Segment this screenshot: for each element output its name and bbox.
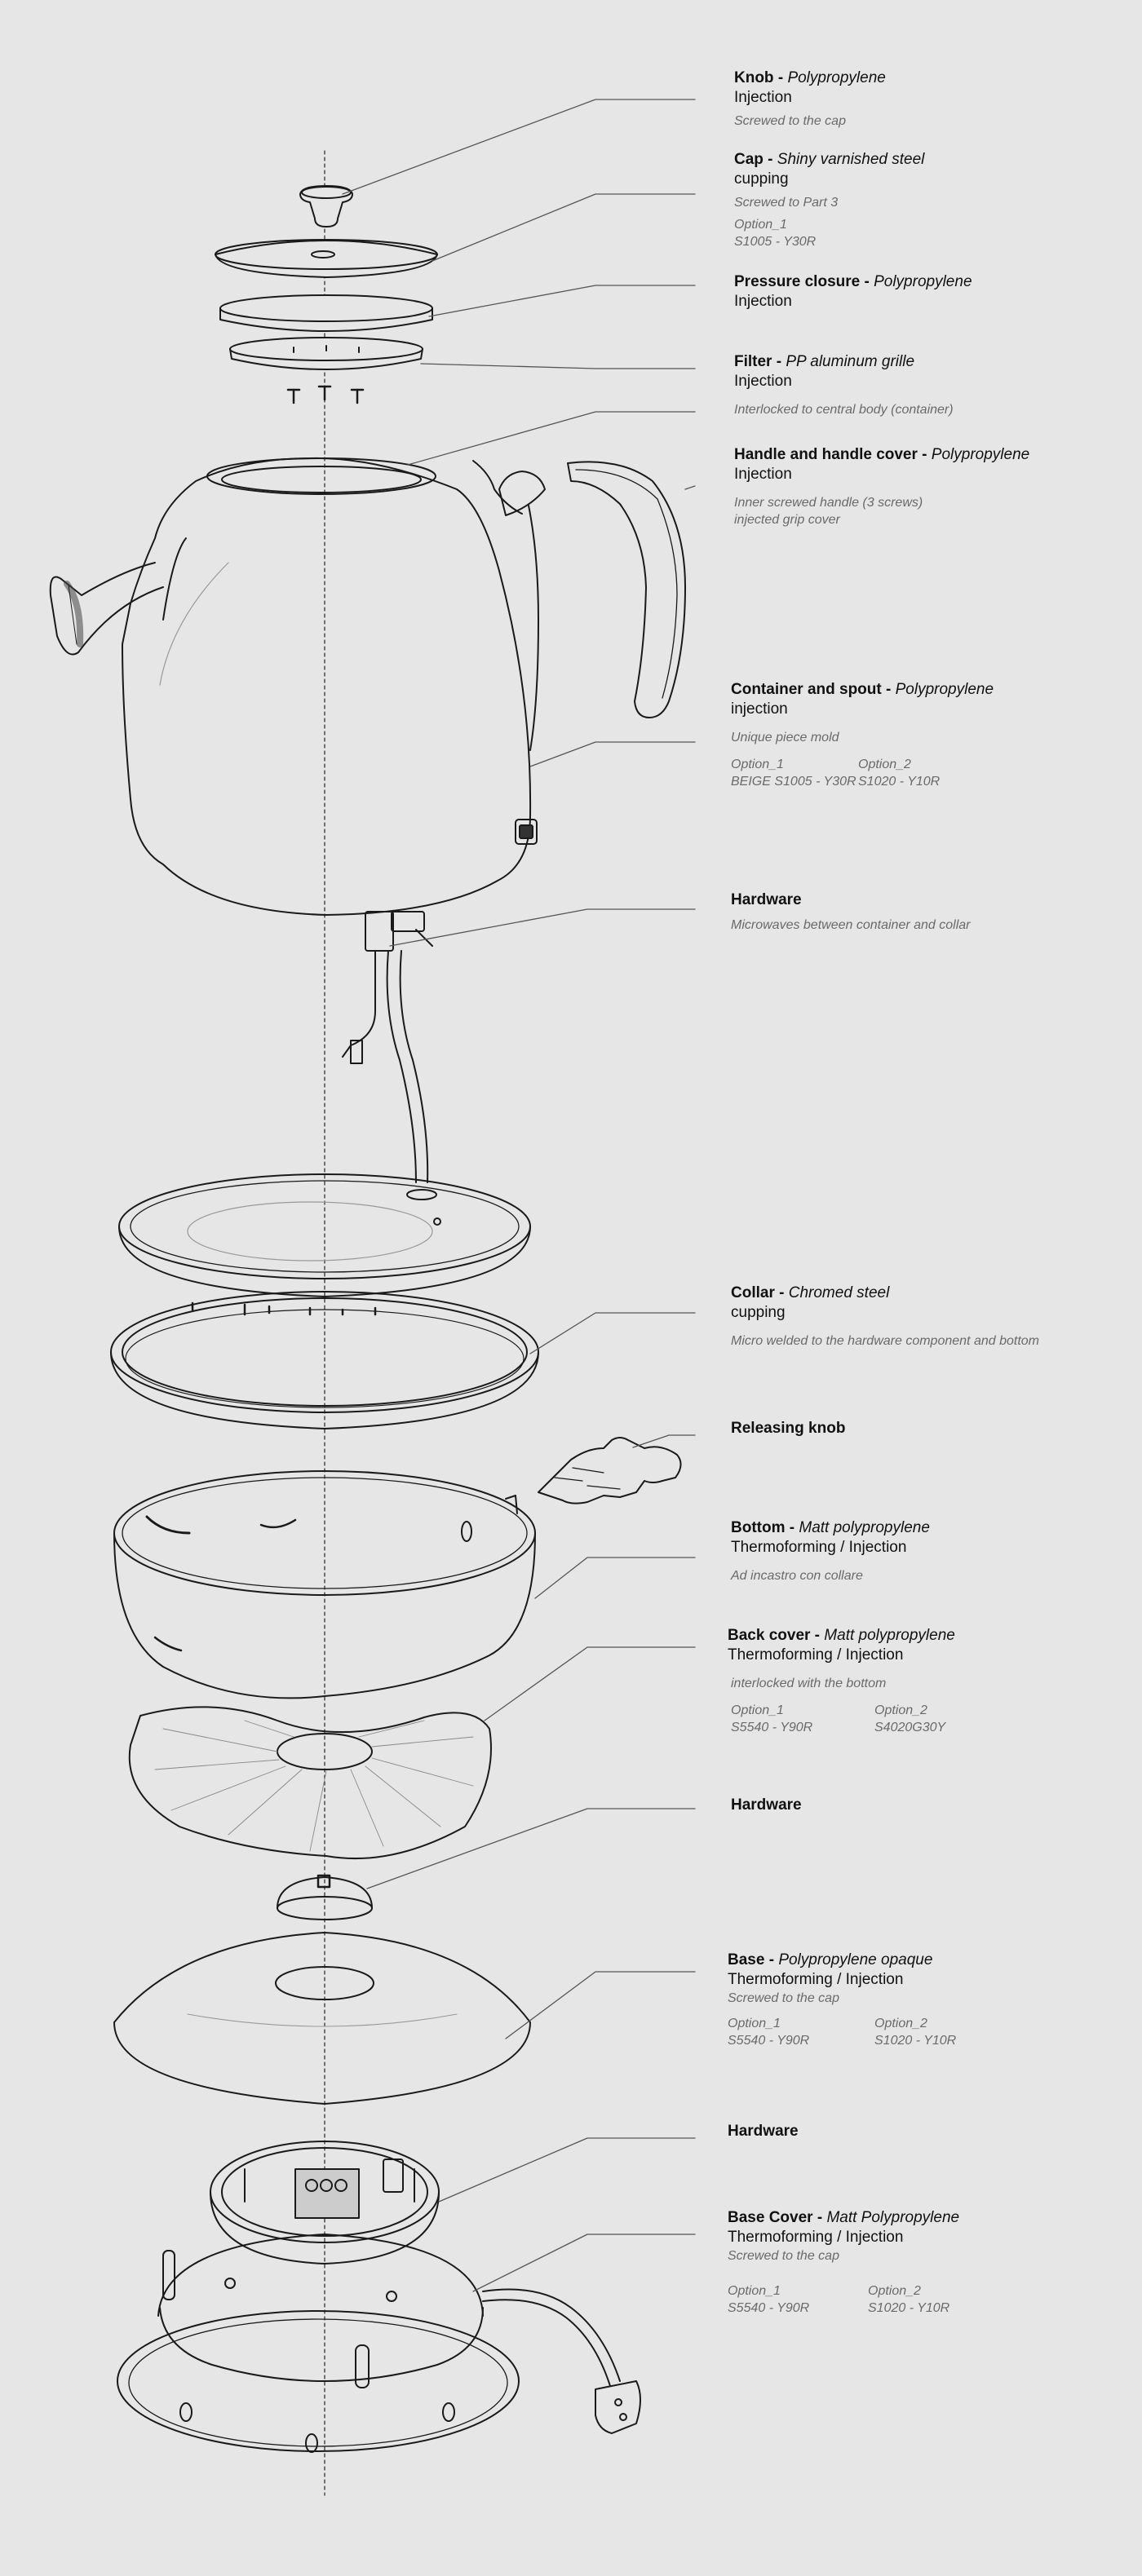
callout-pressure-closure-process: Injection	[734, 293, 792, 310]
callout-bottom: Bottom - Matt polypropylene Thermoforming / Injection Ad incastro con collare	[731, 1518, 1142, 1584]
releasing-knob-part	[538, 1438, 681, 1504]
back-cover-part	[130, 1707, 491, 1858]
knob-part	[300, 186, 352, 227]
callout-container-process: injection	[731, 700, 788, 718]
pressure-closure-part	[220, 295, 432, 331]
callout-hardware-1	[731, 890, 1142, 934]
callout-handle-note-2: injected grip cover	[734, 513, 840, 527]
callout-bottom-note: Ad incastro con collare	[731, 1569, 863, 1583]
callout-base-option-2	[874, 2015, 956, 2049]
callout-collar-note: Micro welded to the hardware component and bottom	[731, 1334, 1039, 1348]
hardware-1-part	[343, 912, 436, 1200]
base-part	[114, 1933, 530, 2104]
callout-back-cover-option-1-value: S5540 - Y90R	[731, 1721, 813, 1734]
callout-hardware-2	[731, 1796, 1142, 1815]
callout-cap-title: Cap	[734, 151, 764, 168]
callout-hardware-2-title: Hardware	[731, 1796, 802, 1814]
callout-hardware-1-note: Microwaves between container and collar	[731, 918, 971, 932]
callout-bottom-process: Thermoforming / Injection	[731, 1539, 907, 1556]
callout-filter: Filter - PP aluminum grille Injection Interlocked to central body (container)	[734, 352, 1142, 418]
callout-base-cover-title: Base Cover	[728, 2209, 813, 2226]
callout-handle-note-1: Inner screwed handle (3 screws)	[734, 496, 923, 510]
callout-container-option-1-value: BEIGE S1005 - Y30R	[731, 775, 856, 789]
callout-base: Base - Polypropylene opaque Thermoforming / Injection Screwed to the cap Option_1 S5540 - Y90R Option_2 S1020 - Y10R	[728, 1951, 1142, 2051]
callout-base-note: Screwed to the cap	[728, 1991, 839, 2005]
callout-container-material: Polypropylene	[895, 681, 994, 698]
callout-collar: Collar - Chromed steel cupping Micro welded to the hardware component and bottom	[731, 1284, 1142, 1350]
callout-base-cover-option-1	[728, 2282, 809, 2317]
callout-collar-title: Collar	[731, 1284, 775, 1301]
leader-lines	[343, 99, 695, 2291]
callout-back-cover-option-2-value: S4020G30Y	[874, 1721, 946, 1734]
callout-filter-material: PP aluminum grille	[786, 353, 915, 370]
callout-releasing-knob-title: Releasing knob	[731, 1420, 846, 1437]
callout-container-note: Unique piece mold	[731, 731, 839, 745]
callout-base-option-1-value: S5540 - Y90R	[728, 2034, 810, 2048]
callout-cap-material: Shiny varnished steel	[777, 151, 925, 168]
callout-container-option-2-value: S1020 - Y10R	[858, 775, 941, 789]
callout-back-cover-title: Back cover	[728, 1627, 811, 1644]
callout-back-cover-option-1	[731, 1702, 812, 1736]
callout-filter-note: Interlocked to central body (container)	[734, 403, 954, 417]
callout-filter-process: Injection	[734, 373, 792, 390]
callout-hardware-3-title: Hardware	[728, 2123, 799, 2140]
callout-hardware-1-title: Hardware	[731, 891, 802, 908]
callout-back-cover-option-2-label: Option_2	[874, 1703, 927, 1717]
callout-collar-process: cupping	[731, 1304, 786, 1321]
callout-container-option-2	[858, 756, 940, 790]
callout-bottom-material: Matt polypropylene	[799, 1519, 930, 1536]
callout-cap-process: cupping	[734, 170, 789, 188]
callout-filter-title: Filter	[734, 353, 772, 370]
callout-knob: Knob - Polypropylene Injection Screwed to the cap	[734, 68, 1142, 130]
callout-knob-title: Knob	[734, 69, 774, 86]
callout-container-option-1-label: Option_1	[731, 758, 784, 771]
callout-container-option-1	[731, 756, 856, 790]
callout-base-option-2-value: S1020 - Y10R	[874, 2034, 957, 2048]
callout-back-cover-material: Matt polypropylene	[824, 1627, 955, 1644]
callout-back-cover: Back cover - Matt polypropylene Thermoforming / Injection interlocked with the bottom Option_1 S5540 - Y90R Option_2 S4020G30Y	[728, 1626, 1142, 1738]
callout-base-material: Polypropylene opaque	[778, 1951, 933, 1968]
callout-base-process: Thermoforming / Injection	[728, 1971, 904, 1988]
callout-base-option-1-label: Option_1	[728, 2017, 781, 2030]
callout-base-option-2-label: Option_2	[874, 2017, 927, 2030]
callout-handle-title: Handle and handle cover	[734, 446, 918, 463]
cap-part	[215, 240, 437, 277]
callout-back-cover-process: Thermoforming / Injection	[728, 1646, 904, 1664]
callout-base-cover-option-1-label: Option_1	[728, 2284, 781, 2298]
callout-container: Container and spout - Polypropylene injection Unique piece mold Option_1 BEIGE S1005 - Y30R Option_2 S1020 - Y10R	[731, 680, 1142, 792]
callout-back-cover-option-2	[874, 1702, 945, 1736]
callout-handle-process: Injection	[734, 466, 792, 483]
callout-back-cover-option-1-label: Option_1	[731, 1703, 784, 1717]
base-cover-part	[117, 2234, 640, 2452]
callout-back-cover-note: interlocked with the bottom	[731, 1677, 887, 1690]
callout-knob-process: Injection	[734, 89, 792, 106]
callout-base-title: Base	[728, 1951, 765, 1968]
callout-hardware-3	[728, 2122, 1142, 2141]
callout-cap: Cap - Shiny varnished steel cupping Screwed to Part 3 Option_1 S1005 - Y30R	[734, 150, 1142, 250]
callout-base-option-1	[728, 2015, 809, 2049]
callout-pressure-closure: Pressure closure - Polypropylene Injection	[734, 272, 1142, 312]
callout-base-cover-option-2-label: Option_2	[868, 2284, 921, 2298]
callout-cap-note: Screwed to Part 3	[734, 196, 839, 210]
callout-base-cover-note: Screwed to the cap	[728, 2249, 839, 2263]
callout-handle-material: Polypropylene	[931, 446, 1030, 463]
callout-cap-option-1-value: S1005 - Y30R	[734, 235, 817, 249]
callout-base-cover: Base Cover - Matt Polypropylene Thermoforming / Injection Screwed to the cap Option_1 S5540 - Y90R Option_2 S1020 - Y10R	[728, 2208, 1142, 2318]
callout-base-cover-option-2-value: S1020 - Y10R	[868, 2301, 950, 2315]
callout-pressure-closure-title: Pressure closure	[734, 273, 861, 290]
callout-handle: Handle and handle cover - Polypropylene Injection Inner screwed handle (3 screws) injected grip cover	[734, 445, 1142, 528]
callout-container-title: Container and spout	[731, 681, 882, 698]
callout-pressure-closure-material: Polypropylene	[874, 273, 972, 290]
callout-container-option-2-label: Option_2	[858, 758, 911, 771]
callout-collar-material: Chromed steel	[788, 1284, 890, 1301]
callout-knob-material: Polypropylene	[787, 69, 886, 86]
filter-part	[230, 338, 423, 403]
callout-base-cover-process: Thermoforming / Injection	[728, 2229, 904, 2246]
callout-knob-note: Screwed to the cap	[734, 114, 846, 128]
container-part	[51, 458, 685, 915]
callout-releasing-knob	[731, 1419, 1142, 1438]
callout-base-cover-material: Matt Polypropylene	[826, 2209, 960, 2226]
callout-cap-option-1-label: Option_1	[734, 218, 787, 232]
callout-base-cover-option-2	[868, 2282, 949, 2317]
callout-bottom-title: Bottom	[731, 1519, 786, 1536]
callout-base-cover-option-1-value: S5540 - Y90R	[728, 2301, 810, 2315]
